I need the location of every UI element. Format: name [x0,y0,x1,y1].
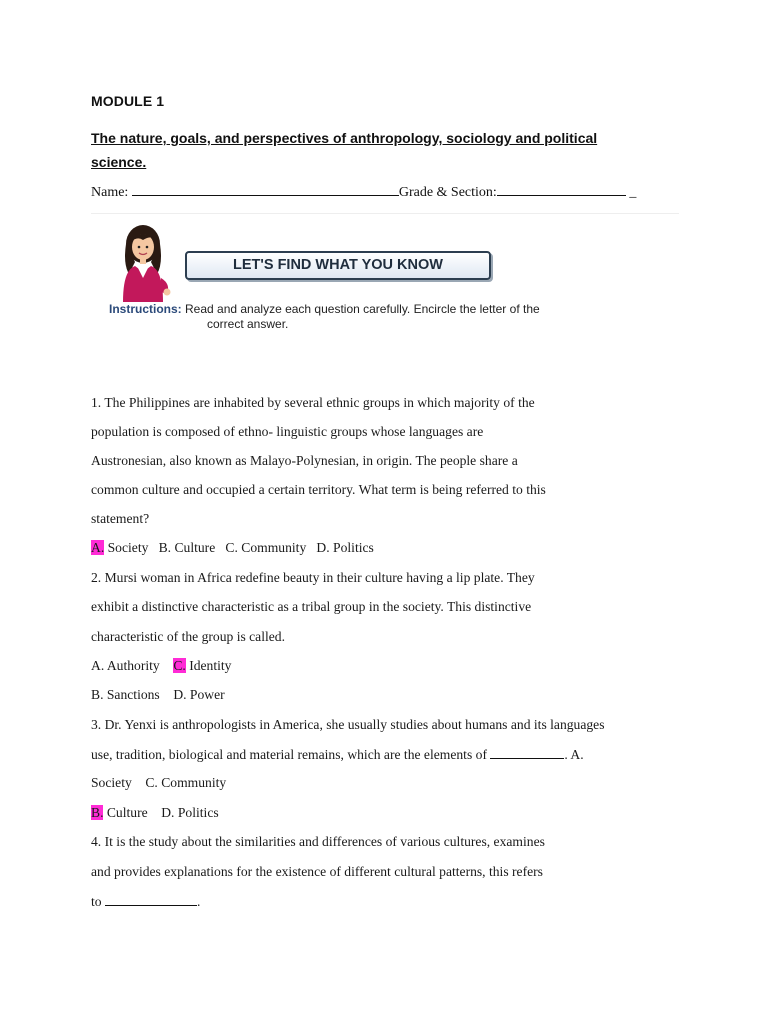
instructions-line-2: correct answer. [207,317,289,331]
instructions-text [109,302,669,332]
q2-answer-highlight[interactable]: C. [173,658,186,673]
q2-line-2: exhibit a distinctive characteristic as a tribal group in the society. This distinctive [91,599,532,614]
q3-answer-highlight[interactable]: B. [91,805,104,820]
name-blank[interactable] [132,182,399,196]
page-title: The nature, goals, and perspectives of anthropology, sociology and political science. [91,130,598,170]
q1-options [91,540,374,556]
q2-line-1: 2. Mursi woman in Africa redefine beauty in their culture having a lip plate. They [91,570,535,585]
q4-line-3-text: to [91,894,105,909]
instructions-line-1: Read and analyze each question carefully. Encircle the letter of the [181,302,540,316]
q3-line-2-text: use, tradition, biological and material remains, which are the elements of [91,747,491,762]
q1-line-1: 1. The Philippines are inhabited by several ethnic groups in which majority of the [91,395,535,410]
trailing-underscore: _ [625,185,637,200]
q2-options-row-1 [91,658,231,674]
q3-option-b-text: Culture D. Politics [103,805,219,820]
instruction-banner [105,222,665,337]
q4-line-3-end: . [196,894,201,909]
q2-line-3: characteristic of the group is called. [91,629,286,644]
grade-section-label: Grade & Section: [398,185,497,200]
instructions-label: Instructions: [109,302,182,316]
name-label: Name: [91,185,132,200]
teacher-illustration-icon [105,222,185,302]
lets-find-heading: LET'S FIND WHAT YOU KNOW [185,251,491,280]
q1-answer-highlight[interactable]: A. [91,540,105,555]
q3-line-3: Society C. Community [91,775,227,790]
q4-line-2: and provides explanations for the existence of different cultural patterns, this refers [91,864,543,879]
q3-line-1: 3. Dr. Yenxi is anthropologists in America, she usually studies about humans and its languages [91,717,605,732]
divider [91,213,679,214]
q3-line-2-end: . A. [564,747,584,762]
q4-answer-blank[interactable] [105,893,197,906]
q1-line-3: Austronesian, also known as Malayo-Polynesian, in origin. The people share a [91,453,518,468]
q2-option-c-text: Identity [185,658,232,673]
module-title: MODULE 1 [91,93,165,109]
q3-line-2 [91,746,584,763]
q2-options-row-2: B. Sanctions D. Power [91,687,225,702]
q4-line-1: 4. It is the study about the similarities and differences of various cultures, examines [91,834,545,849]
grade-section-blank[interactable] [497,182,626,196]
q3-answer-blank[interactable] [490,746,564,759]
name-grade-line [91,182,636,201]
q3-options-row [91,805,219,821]
q1-line-5: statement? [91,511,150,526]
q1-line-4: common culture and occupied a certain territory. What term is being referred to this [91,482,546,497]
q1-options-text: Society B. Culture C. Community D. Politics [104,540,374,555]
q1-line-2: population is composed of ethno- linguistic groups whose languages are [91,424,484,439]
q2-option-a: A. Authority [91,658,174,673]
q4-line-3 [91,893,200,910]
